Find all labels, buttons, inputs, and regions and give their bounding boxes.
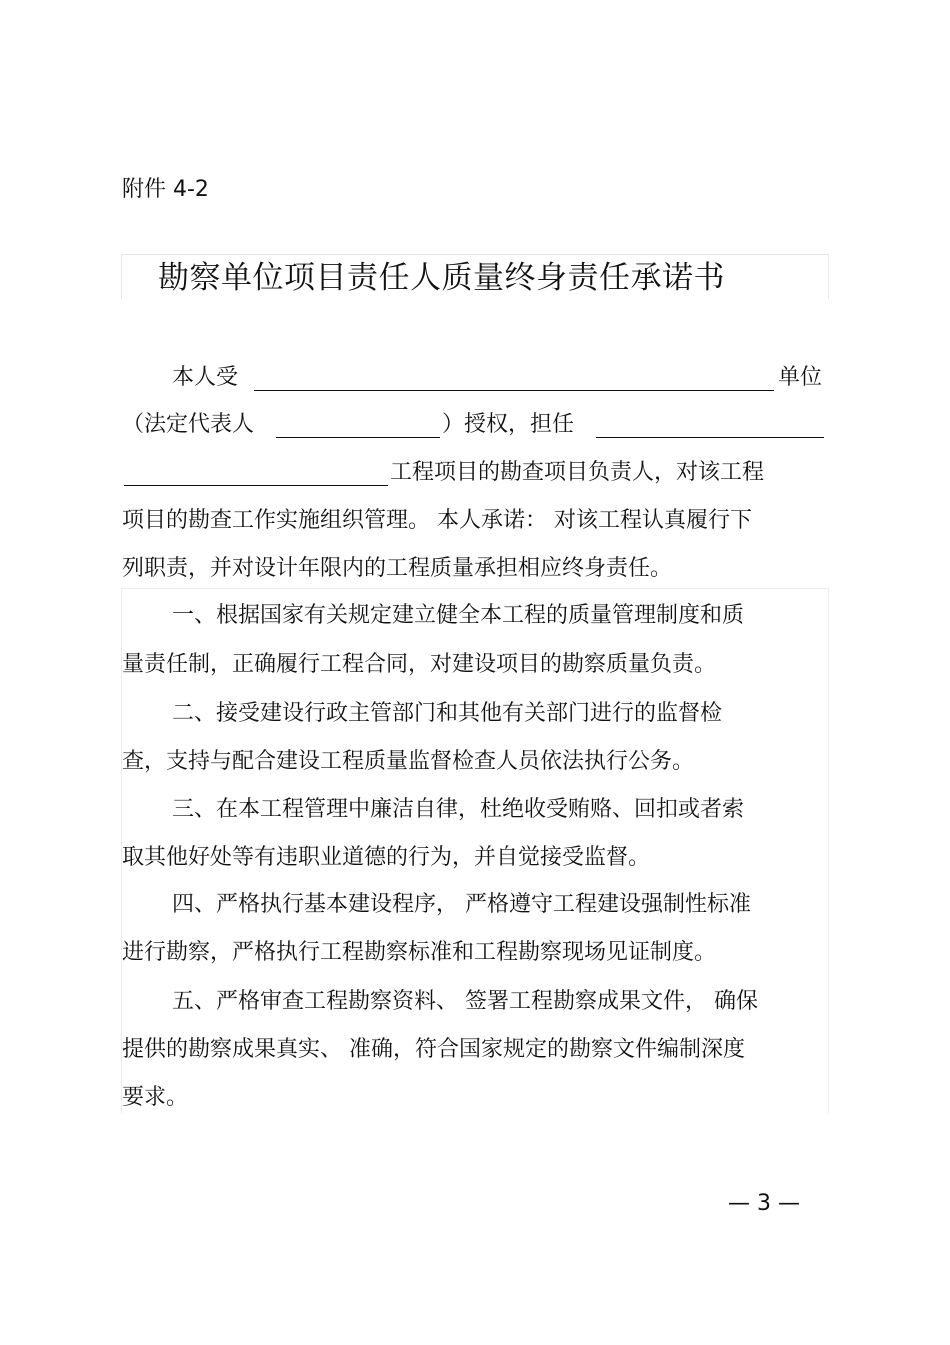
commitment-5-line2: 提供的勘察成果真实、 准确，符合国家规定的勘察文件编制深度: [122, 1037, 745, 1062]
commitment-1-line2: 量责任制，正确履行工程合同，对建设项目的勘察质量负责。: [122, 652, 717, 677]
intro-line4: 项目的勘查工作实施组织管理。 本人承诺： 对该工程认真履行下: [122, 508, 752, 533]
page-number: — 3 —: [728, 1191, 800, 1216]
intro-line3-suffix: 工程项目的勘查项目负责人，对该工程: [390, 460, 765, 485]
intro-line2-middle: ）授权，担任: [442, 412, 575, 437]
commitment-5-line1: 五、严格审查工程勘察资料、 签署工程勘察成果文件， 确保: [172, 989, 758, 1014]
commitment-3-line2: 取其他好处等有违职业道德的行为，并自觉接受监督。: [122, 845, 651, 870]
intro-line1-prefix: 本人受: [172, 365, 239, 390]
commitment-2-line1: 二、接受建设行政主管部门和其他有关部门进行的监督检: [172, 701, 723, 726]
intro-line1-suffix: 单位: [778, 365, 823, 390]
blank-unit-name[interactable]: [254, 390, 774, 391]
blank-position-project-b[interactable]: [124, 485, 388, 486]
commitment-4-line2: 进行勘察，严格执行工程勘察标准和工程勘察现场见证制度。: [122, 940, 717, 965]
commitment-4-line1: 四、严格执行基本建设程序， 严格遵守工程建设强制性标准: [172, 892, 751, 917]
blank-legal-representative[interactable]: [276, 437, 440, 438]
document-title: 勘察单位项目责任人质量终身责任承诺书: [158, 260, 725, 296]
attachment-label: 附件 4-2: [122, 177, 209, 202]
commitment-5-line3: 要求。: [122, 1085, 189, 1110]
commitment-1-line1: 一、根据国家有关规定建立健全本工程的质量管理制度和质: [172, 603, 745, 628]
commitment-2-line2: 查，支持与配合建设工程质量监督检查人员依法执行公务。: [122, 749, 695, 774]
blank-position-project-a[interactable]: [596, 437, 824, 438]
commitment-3-line1: 三、在本工程管理中廉洁自律，杜绝收受贿赂、回扣或者索: [172, 797, 745, 822]
intro-line2-prefix: （法定代表人: [122, 412, 255, 437]
intro-line5: 列职责，并对设计年限内的工程质量承担相应终身责任。: [122, 556, 673, 581]
